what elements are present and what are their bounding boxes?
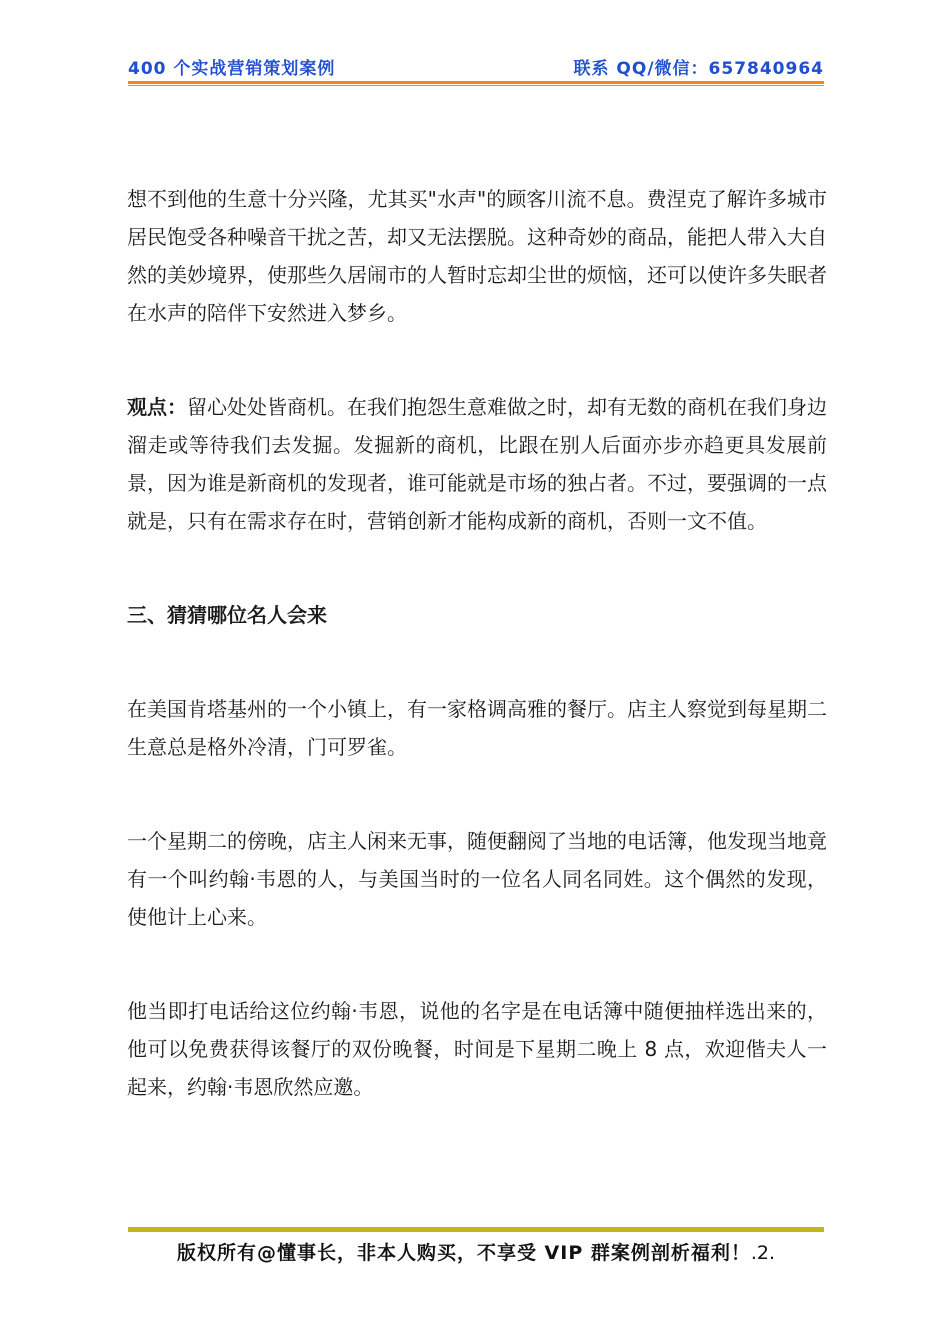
footer-copyright: 版权所有@懂事长，非本人购买，不享受 VIP 群案例剖析福利！ — [176, 1242, 751, 1264]
paragraph-water-sound: 想不到他的生意十分兴隆，尤其买"水声"的顾客川流不息。费涅克了解许多城市居民饱受各种噪音干扰之苦，却又无法摆脱。这种奇妙的商品，能把人带入大自然的美妙境界，使那些久居闹市的人暂时忘却尘世的烦恼，还可以使许多失眠者在水声的陪伴下安然进入梦乡。 — [127, 187, 827, 325]
page-header — [128, 54, 824, 80]
section-heading: 三、猜猜哪位名人会来 — [127, 603, 327, 627]
header-divider-thin — [128, 85, 824, 86]
paragraph-restaurant: 在美国肯塔基州的一个小镇上，有一家格调高雅的餐厅。店主人察觉到每星期二生意总是格外冷清，门可罗雀。 — [127, 697, 827, 759]
paragraph-phonebook: 一个星期二的傍晚，店主人闲来无事，随便翻阅了当地的电话簿，他发现当地竟有一个叫约翰·韦恩的人，与美国当时的一位名人同名同姓。这个偶然的发现，使他计上心来。 — [127, 829, 827, 929]
viewpoint-text: 留心处处皆商机。在我们抱怨生意难做之时，却有无数的商机在我们身边溜走或等待我们去发掘。发掘新的商机，比跟在别人后面亦步亦趋更具发展前景，因为谁是新商机的发现者，谁可能就是市场的独占者。不过，要强调的一点就是，只有在需求存在时，营销创新才能构成新的商机，否则一文不值。 — [127, 395, 827, 533]
header-divider — [128, 81, 824, 84]
page-number: .2. — [750, 1242, 776, 1264]
header-contact: 联系 QQ/微信：657840964 — [573, 59, 824, 79]
footer-divider — [128, 1227, 824, 1232]
header-title: 400 个实战营销策划案例 — [128, 59, 336, 79]
document-body — [127, 180, 827, 1106]
paragraph-viewpoint — [127, 388, 827, 540]
viewpoint-label: 观点： — [127, 395, 187, 419]
paragraph-invitation: 他当即打电话给这位约翰·韦恩，说他的名字是在电话簿中随便抽样选出来的，他可以免费获得该餐厅的双份晚餐，时间是下星期二晚上 8 点，欢迎偕夫人一起来，约翰·韦恩欣然应邀。 — [127, 999, 827, 1099]
page-footer — [128, 1238, 824, 1265]
